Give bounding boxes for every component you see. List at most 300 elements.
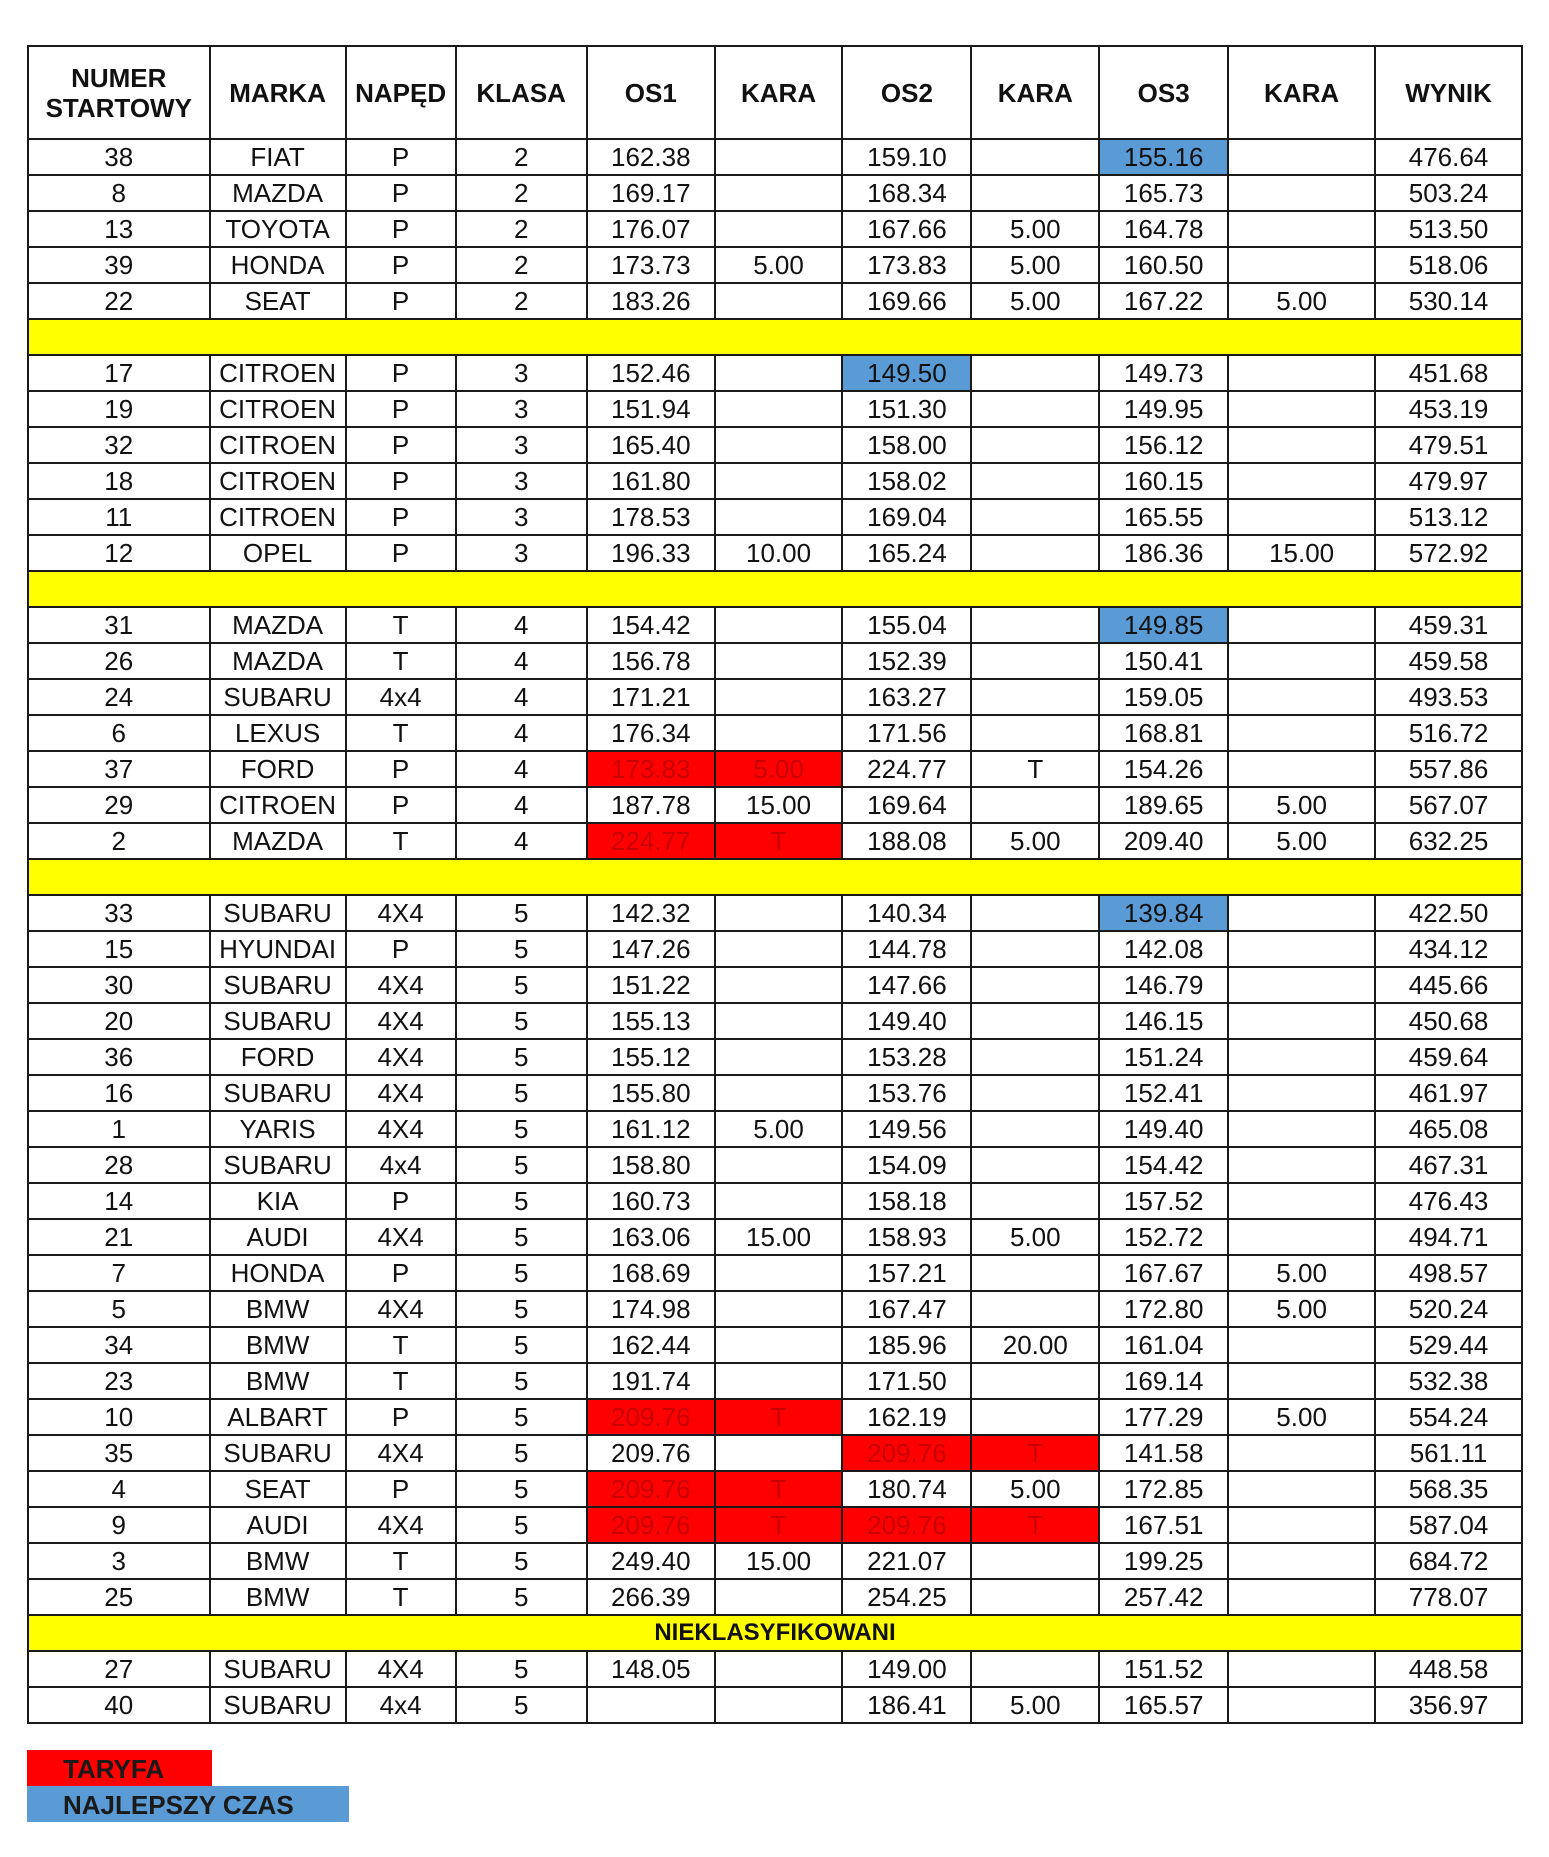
table-cell: 151.52: [1099, 1651, 1228, 1687]
table-cell: 5.00: [971, 1471, 1099, 1507]
table-cell: P: [346, 283, 456, 319]
table-cell: 209.76: [587, 1471, 715, 1507]
table-cell: 494.71: [1375, 1219, 1522, 1255]
table-cell: [971, 1255, 1099, 1291]
group-label: NIEKLASYFIKOWANI: [28, 1615, 1522, 1651]
table-cell: [1228, 1363, 1375, 1399]
table-cell: 532.38: [1375, 1363, 1522, 1399]
table-cell: 5: [456, 1255, 587, 1291]
results-table: [27, 45, 1523, 1724]
column-header: OS1: [587, 46, 715, 139]
table-cell: 5: [456, 1003, 587, 1039]
table-cell: SEAT: [210, 283, 346, 319]
table-cell: 160.73: [587, 1183, 715, 1219]
table-cell: [971, 139, 1099, 175]
table-cell: [1228, 1327, 1375, 1363]
column-header: OS3: [1099, 46, 1228, 139]
table-cell: 9: [28, 1507, 210, 1543]
table-cell: 21: [28, 1219, 210, 1255]
table-cell: BMW: [210, 1327, 346, 1363]
group-label: [28, 571, 1522, 607]
table-cell: 155.13: [587, 1003, 715, 1039]
table-row: [28, 247, 1522, 283]
table-cell: CITROEN: [210, 427, 346, 463]
table-cell: 165.40: [587, 427, 715, 463]
table-row: [28, 1435, 1522, 1471]
table-cell: [1228, 211, 1375, 247]
table-cell: 153.28: [842, 1039, 971, 1075]
table-row: [28, 175, 1522, 211]
table-cell: [971, 1363, 1099, 1399]
table-cell: 5: [456, 1147, 587, 1183]
table-cell: 167.51: [1099, 1507, 1228, 1543]
table-cell: 158.80: [587, 1147, 715, 1183]
table-cell: T: [346, 1363, 456, 1399]
table-cell: 169.66: [842, 283, 971, 319]
table-cell: 139.84: [1099, 895, 1228, 931]
table-cell: 568.35: [1375, 1471, 1522, 1507]
table-cell: T: [346, 1543, 456, 1579]
table-cell: 529.44: [1375, 1327, 1522, 1363]
table-cell: 169.17: [587, 175, 715, 211]
table-cell: P: [346, 463, 456, 499]
table-row: [28, 823, 1522, 859]
table-cell: 151.24: [1099, 1039, 1228, 1075]
header-row: [28, 46, 1522, 139]
table-cell: 5: [456, 1219, 587, 1255]
table-cell: 448.58: [1375, 1651, 1522, 1687]
table-cell: CITROEN: [210, 499, 346, 535]
table-cell: T: [346, 1327, 456, 1363]
table-row: [28, 715, 1522, 751]
table-cell: BMW: [210, 1579, 346, 1615]
table-cell: 5: [456, 1687, 587, 1723]
table-cell: 16: [28, 1075, 210, 1111]
legend-taryfa: TARYFA: [27, 1750, 212, 1786]
table-row: [28, 679, 1522, 715]
column-header: NAPĘD: [346, 46, 456, 139]
table-cell: [1228, 1003, 1375, 1039]
table-cell: 4X4: [346, 895, 456, 931]
group-label: [28, 859, 1522, 895]
table-cell: [1228, 1039, 1375, 1075]
table-cell: 224.77: [842, 751, 971, 787]
table-cell: 162.19: [842, 1399, 971, 1435]
table-row: [28, 283, 1522, 319]
table-cell: [1228, 1543, 1375, 1579]
table-cell: 461.97: [1375, 1075, 1522, 1111]
table-cell: MAZDA: [210, 175, 346, 211]
table-cell: 467.31: [1375, 1147, 1522, 1183]
table-cell: [971, 355, 1099, 391]
table-cell: 155.80: [587, 1075, 715, 1111]
table-cell: 165.24: [842, 535, 971, 571]
table-cell: 164.78: [1099, 211, 1228, 247]
table-cell: SUBARU: [210, 1075, 346, 1111]
column-header: KARA: [715, 46, 843, 139]
table-cell: 168.34: [842, 175, 971, 211]
table-cell: 6: [28, 715, 210, 751]
table-cell: [1228, 1507, 1375, 1543]
table-cell: 36: [28, 1039, 210, 1075]
table-cell: HONDA: [210, 1255, 346, 1291]
table-cell: 224.77: [587, 823, 715, 859]
table-cell: 5: [456, 1075, 587, 1111]
table-cell: 2: [456, 247, 587, 283]
table-cell: 176.34: [587, 715, 715, 751]
table-cell: 152.72: [1099, 1219, 1228, 1255]
table-cell: 2: [456, 175, 587, 211]
table-cell: 157.52: [1099, 1183, 1228, 1219]
table-cell: 4: [456, 715, 587, 751]
table-cell: T: [971, 1435, 1099, 1471]
table-cell: 159.05: [1099, 679, 1228, 715]
table-cell: 4x4: [346, 1147, 456, 1183]
table-cell: 149.95: [1099, 391, 1228, 427]
table-cell: [1228, 391, 1375, 427]
table-cell: 5: [456, 931, 587, 967]
table-cell: 22: [28, 283, 210, 319]
table-cell: 177.29: [1099, 1399, 1228, 1435]
table-row: [28, 1075, 1522, 1111]
table-cell: 249.40: [587, 1543, 715, 1579]
table-cell: [971, 391, 1099, 427]
table-cell: 5.00: [1228, 787, 1375, 823]
table-cell: [715, 211, 843, 247]
table-cell: 209.76: [587, 1435, 715, 1471]
table-cell: 20.00: [971, 1327, 1099, 1363]
table-row: [28, 643, 1522, 679]
table-cell: [1228, 247, 1375, 283]
table-cell: 209.76: [842, 1507, 971, 1543]
table-cell: 169.04: [842, 499, 971, 535]
table-cell: T: [346, 715, 456, 751]
table-cell: 4X4: [346, 1075, 456, 1111]
table-cell: 167.47: [842, 1291, 971, 1327]
table-cell: 445.66: [1375, 967, 1522, 1003]
table-cell: 35: [28, 1435, 210, 1471]
table-cell: 4X4: [346, 967, 456, 1003]
column-header: MARKA: [210, 46, 346, 139]
table-cell: 140.34: [842, 895, 971, 931]
table-cell: 5: [456, 1039, 587, 1075]
table-cell: 162.44: [587, 1327, 715, 1363]
table-cell: 30: [28, 967, 210, 1003]
table-cell: [1228, 1435, 1375, 1471]
table-cell: 15.00: [1228, 535, 1375, 571]
table-cell: 254.25: [842, 1579, 971, 1615]
table-cell: 5.00: [971, 1687, 1099, 1723]
table-row: [28, 1507, 1522, 1543]
table-cell: 476.64: [1375, 139, 1522, 175]
table-cell: 156.78: [587, 643, 715, 679]
table-row: [28, 1543, 1522, 1579]
table-cell: [715, 967, 843, 1003]
table-cell: 4X4: [346, 1111, 456, 1147]
table-cell: 4: [456, 679, 587, 715]
table-cell: 151.94: [587, 391, 715, 427]
table-cell: YARIS: [210, 1111, 346, 1147]
table-cell: 173.73: [587, 247, 715, 283]
table-cell: HONDA: [210, 247, 346, 283]
table-cell: 148.05: [587, 1651, 715, 1687]
table-cell: 173.83: [842, 247, 971, 283]
table-cell: 19: [28, 391, 210, 427]
table-cell: 4X4: [346, 1435, 456, 1471]
table-cell: [971, 1399, 1099, 1435]
table-cell: 5: [456, 1435, 587, 1471]
column-header: KARA: [971, 46, 1099, 139]
table-cell: [971, 499, 1099, 535]
table-cell: 4X4: [346, 1219, 456, 1255]
table-cell: 3: [456, 535, 587, 571]
table-cell: 39: [28, 247, 210, 283]
table-cell: 155.04: [842, 607, 971, 643]
table-cell: 24: [28, 679, 210, 715]
group-separator: [28, 571, 1522, 607]
table-cell: MAZDA: [210, 607, 346, 643]
table-cell: 33: [28, 895, 210, 931]
table-cell: 5.00: [715, 1111, 843, 1147]
table-cell: [971, 535, 1099, 571]
table-cell: [971, 1651, 1099, 1687]
table-cell: [715, 1363, 843, 1399]
table-cell: 15: [28, 931, 210, 967]
table-cell: T: [346, 607, 456, 643]
table-cell: 171.56: [842, 715, 971, 751]
table-cell: 162.38: [587, 139, 715, 175]
table-cell: [715, 463, 843, 499]
table-row: [28, 1579, 1522, 1615]
table-cell: 5: [456, 1291, 587, 1327]
table-cell: MAZDA: [210, 823, 346, 859]
table-cell: 5.00: [971, 247, 1099, 283]
table-cell: P: [346, 139, 456, 175]
table-cell: [971, 1039, 1099, 1075]
table-cell: 155.16: [1099, 139, 1228, 175]
table-cell: 15.00: [715, 1543, 843, 1579]
table-cell: 567.07: [1375, 787, 1522, 823]
table-cell: [715, 1291, 843, 1327]
table-cell: [715, 391, 843, 427]
table-cell: [715, 1651, 843, 1687]
table-cell: SEAT: [210, 1471, 346, 1507]
table-cell: 146.15: [1099, 1003, 1228, 1039]
table-cell: [1228, 967, 1375, 1003]
table-cell: AUDI: [210, 1507, 346, 1543]
table-cell: 5: [456, 1399, 587, 1435]
group-separator: [28, 1615, 1522, 1651]
table-cell: [715, 1327, 843, 1363]
table-cell: TOYOTA: [210, 211, 346, 247]
table-cell: 778.07: [1375, 1579, 1522, 1615]
table-cell: [971, 895, 1099, 931]
table-cell: [715, 715, 843, 751]
table-cell: 172.80: [1099, 1291, 1228, 1327]
table-cell: [715, 1147, 843, 1183]
table-cell: [1228, 643, 1375, 679]
table-row: [28, 139, 1522, 175]
table-cell: 5.00: [1228, 1399, 1375, 1435]
table-cell: 4: [456, 787, 587, 823]
table-cell: SUBARU: [210, 1687, 346, 1723]
table-cell: BMW: [210, 1363, 346, 1399]
table-row: [28, 427, 1522, 463]
table-cell: 14: [28, 1183, 210, 1219]
table-cell: 2: [456, 139, 587, 175]
table-cell: [715, 1687, 843, 1723]
table-cell: 209.76: [587, 1399, 715, 1435]
table-cell: 516.72: [1375, 715, 1522, 751]
table-cell: 5: [456, 1507, 587, 1543]
table-cell: [971, 787, 1099, 823]
table-cell: 3: [28, 1543, 210, 1579]
group-separator: [28, 859, 1522, 895]
table-cell: [1228, 1219, 1375, 1255]
table-cell: 520.24: [1375, 1291, 1522, 1327]
table-cell: [715, 139, 843, 175]
table-cell: 152.39: [842, 643, 971, 679]
table-cell: 149.00: [842, 1651, 971, 1687]
column-header: OS2: [842, 46, 971, 139]
table-cell: 20: [28, 1003, 210, 1039]
table-cell: SUBARU: [210, 1003, 346, 1039]
table-cell: 8: [28, 175, 210, 211]
table-cell: 434.12: [1375, 931, 1522, 967]
table-cell: 5: [456, 1651, 587, 1687]
table-cell: 147.26: [587, 931, 715, 967]
table-cell: 12: [28, 535, 210, 571]
table-cell: [1228, 751, 1375, 787]
table-cell: 174.98: [587, 1291, 715, 1327]
table-cell: 4: [456, 643, 587, 679]
table-cell: [1228, 1147, 1375, 1183]
table-cell: 257.42: [1099, 1579, 1228, 1615]
table-cell: 587.04: [1375, 1507, 1522, 1543]
table-row: [28, 1651, 1522, 1687]
table-cell: [1228, 1075, 1375, 1111]
table-cell: 160.50: [1099, 247, 1228, 283]
table-cell: 149.56: [842, 1111, 971, 1147]
table-cell: [715, 427, 843, 463]
table-cell: 15.00: [715, 787, 843, 823]
table-cell: 187.78: [587, 787, 715, 823]
table-cell: 178.53: [587, 499, 715, 535]
table-cell: 3: [456, 355, 587, 391]
table-cell: 37: [28, 751, 210, 787]
table-cell: 465.08: [1375, 1111, 1522, 1147]
table-cell: 26: [28, 643, 210, 679]
table-cell: 221.07: [842, 1543, 971, 1579]
table-row: [28, 1399, 1522, 1435]
table-cell: 167.66: [842, 211, 971, 247]
table-cell: 149.40: [842, 1003, 971, 1039]
table-cell: 152.41: [1099, 1075, 1228, 1111]
table-cell: T: [971, 1507, 1099, 1543]
table-row: [28, 463, 1522, 499]
table-cell: 4: [456, 823, 587, 859]
table-cell: 1: [28, 1111, 210, 1147]
table-cell: [715, 355, 843, 391]
table-cell: 160.15: [1099, 463, 1228, 499]
table-cell: [1228, 1687, 1375, 1723]
table-cell: 459.58: [1375, 643, 1522, 679]
table-cell: 4: [456, 751, 587, 787]
table-cell: [715, 679, 843, 715]
table-cell: P: [346, 1183, 456, 1219]
table-cell: [971, 1543, 1099, 1579]
table-row: [28, 1183, 1522, 1219]
table-cell: 171.21: [587, 679, 715, 715]
table-cell: [971, 1111, 1099, 1147]
table-cell: 151.30: [842, 391, 971, 427]
table-cell: [1228, 895, 1375, 931]
table-cell: 18: [28, 463, 210, 499]
table-row: [28, 1219, 1522, 1255]
table-cell: 5.00: [971, 823, 1099, 859]
table-cell: [715, 175, 843, 211]
table-cell: 38: [28, 139, 210, 175]
table-cell: P: [346, 1471, 456, 1507]
table-cell: T: [346, 823, 456, 859]
table-cell: FORD: [210, 1039, 346, 1075]
table-cell: 167.22: [1099, 283, 1228, 319]
table-cell: 498.57: [1375, 1255, 1522, 1291]
table-row: [28, 895, 1522, 931]
table-cell: P: [346, 247, 456, 283]
table-cell: 356.97: [1375, 1687, 1522, 1723]
table-cell: [971, 1147, 1099, 1183]
table-cell: 141.58: [1099, 1435, 1228, 1471]
table-cell: AUDI: [210, 1219, 346, 1255]
table-cell: 209.40: [1099, 823, 1228, 859]
table-cell: 142.08: [1099, 931, 1228, 967]
table-cell: 149.85: [1099, 607, 1228, 643]
table-cell: 186.36: [1099, 535, 1228, 571]
table-cell: 10.00: [715, 535, 843, 571]
table-cell: [715, 1039, 843, 1075]
table-cell: 154.09: [842, 1147, 971, 1183]
table-cell: 17: [28, 355, 210, 391]
table-cell: 209.76: [842, 1435, 971, 1471]
table-cell: 156.12: [1099, 427, 1228, 463]
table-cell: [715, 1003, 843, 1039]
table-cell: 155.12: [587, 1039, 715, 1075]
table-cell: SUBARU: [210, 895, 346, 931]
table-cell: 518.06: [1375, 247, 1522, 283]
table-cell: [971, 1579, 1099, 1615]
table-cell: 189.65: [1099, 787, 1228, 823]
table-cell: [715, 1183, 843, 1219]
table-cell: 3: [456, 463, 587, 499]
table-cell: P: [346, 787, 456, 823]
table-cell: 459.31: [1375, 607, 1522, 643]
table-cell: 4: [456, 607, 587, 643]
table-cell: 191.74: [587, 1363, 715, 1399]
table-cell: 3: [456, 499, 587, 535]
table-cell: 530.14: [1375, 283, 1522, 319]
table-cell: 149.40: [1099, 1111, 1228, 1147]
table-row: [28, 607, 1522, 643]
table-cell: [1228, 607, 1375, 643]
table-cell: 161.80: [587, 463, 715, 499]
table-row: [28, 535, 1522, 571]
table-cell: 185.96: [842, 1327, 971, 1363]
table-cell: 165.55: [1099, 499, 1228, 535]
table-row: [28, 1363, 1522, 1399]
table-cell: P: [346, 1255, 456, 1291]
table-cell: 40: [28, 1687, 210, 1723]
